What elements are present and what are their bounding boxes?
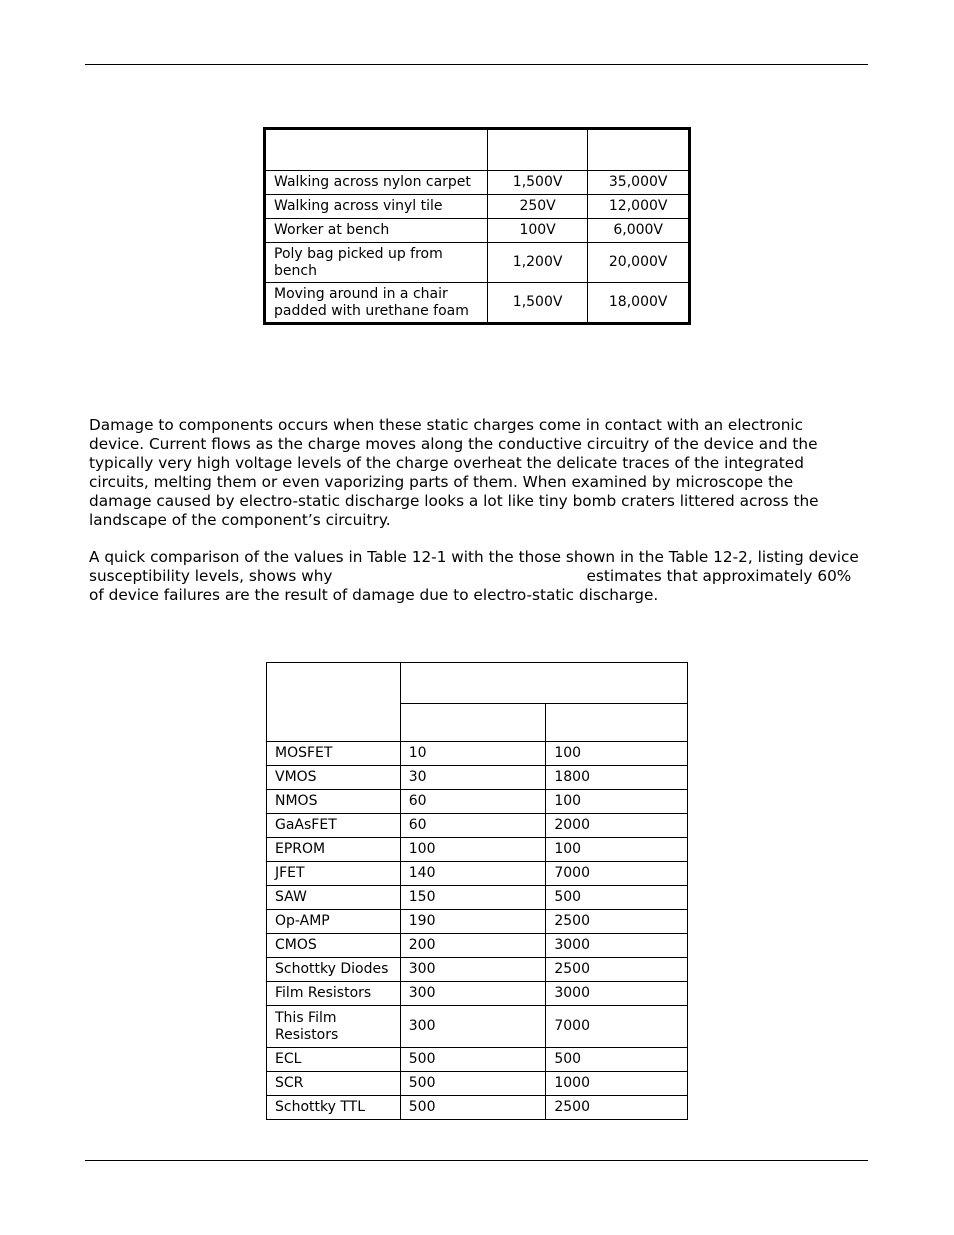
max-voltage-cell: 7000 (546, 1006, 688, 1048)
max-voltage-cell: 7000 (546, 862, 688, 886)
table-row (267, 934, 688, 958)
max-voltage-cell: 2000 (546, 814, 688, 838)
device-cell: This Film Resistors (267, 1006, 401, 1048)
table-row (267, 790, 688, 814)
max-voltage-cell: 1000 (546, 1072, 688, 1096)
footer-rule (85, 1160, 868, 1161)
min-voltage-cell: 190 (400, 910, 546, 934)
table-row (265, 171, 690, 195)
table-row (267, 742, 688, 766)
min-voltage-cell: 300 (400, 982, 546, 1006)
device-cell: EPROM (267, 838, 401, 862)
table-row (267, 862, 688, 886)
activity-cell: Walking across vinyl tile (265, 195, 488, 219)
device-cell: GaAsFET (267, 814, 401, 838)
device-susceptibility-table (266, 662, 688, 1120)
low-humidity-cell: 1,200V (487, 243, 587, 283)
table-row (265, 283, 690, 324)
min-voltage-cell: 60 (400, 790, 546, 814)
device-cell: CMOS (267, 934, 401, 958)
paragraph-text: estimates that approximately 60% of device failures are the result of damage due to electro-static discharge. (89, 567, 852, 604)
max-voltage-cell: 3000 (546, 982, 688, 1006)
table-row (265, 243, 690, 283)
min-voltage-cell: 500 (400, 1096, 546, 1120)
table-row (267, 1048, 688, 1072)
header-cell (546, 704, 688, 742)
low-humidity-cell: 100V (487, 219, 587, 243)
header-cell (267, 663, 401, 742)
min-voltage-cell: 200 (400, 934, 546, 958)
table-row (267, 1072, 688, 1096)
table-row (265, 195, 690, 219)
device-cell: Op-AMP (267, 910, 401, 934)
header-cell (400, 663, 687, 704)
max-voltage-cell: 2500 (546, 910, 688, 934)
table-row (267, 982, 688, 1006)
min-voltage-cell: 140 (400, 862, 546, 886)
header-cell (588, 129, 690, 171)
min-voltage-cell: 60 (400, 814, 546, 838)
device-cell: Schottky Diodes (267, 958, 401, 982)
max-voltage-cell: 500 (546, 1048, 688, 1072)
table-row (267, 766, 688, 790)
max-voltage-cell: 2500 (546, 958, 688, 982)
low-humidity-cell: 250V (487, 195, 587, 219)
min-voltage-cell: 10 (400, 742, 546, 766)
table-row (267, 958, 688, 982)
max-voltage-cell: 100 (546, 742, 688, 766)
high-humidity-cell: 12,000V (588, 195, 690, 219)
device-cell: SAW (267, 886, 401, 910)
device-cell: JFET (267, 862, 401, 886)
max-voltage-cell: 100 (546, 838, 688, 862)
device-cell: ECL (267, 1048, 401, 1072)
device-cell: VMOS (267, 766, 401, 790)
activity-cell: Poly bag picked up from bench (265, 243, 488, 283)
table-row (267, 814, 688, 838)
high-humidity-cell: 6,000V (588, 219, 690, 243)
high-humidity-cell: 35,000V (588, 171, 690, 195)
device-cell: Film Resistors (267, 982, 401, 1006)
activity-cell: Worker at bench (265, 219, 488, 243)
table-header-row (265, 129, 690, 171)
device-cell: SCR (267, 1072, 401, 1096)
paragraph-text: A quick comparison of the values in Table 12-1 with the those shown in the Table 12-2, listing device susceptibility levels, shows why (89, 548, 859, 585)
header-rule (85, 64, 868, 65)
table-row (267, 838, 688, 862)
max-voltage-cell: 1800 (546, 766, 688, 790)
min-voltage-cell: 100 (400, 838, 546, 862)
body-paragraph: Damage to components occurs when these static charges come in contact with an electronic device. Current flows as the charge moves along the conductive circuitry of the device and the typically very high voltage levels of the charge overheat the delicate traces of the integrated circuits, melting them or even vaporizing parts of them. When examined by microscope the damage caused by electro-static discharge looks a lot like tiny bomb craters littered across the landscape of the component’s circuitry. (89, 416, 819, 529)
device-cell: MOSFET (267, 742, 401, 766)
min-voltage-cell: 300 (400, 958, 546, 982)
activity-cell: Moving around in a chair padded with urethane foam (265, 283, 488, 324)
max-voltage-cell: 2500 (546, 1096, 688, 1120)
max-voltage-cell: 100 (546, 790, 688, 814)
table-row (265, 219, 690, 243)
max-voltage-cell: 500 (546, 886, 688, 910)
device-cell: NMOS (267, 790, 401, 814)
min-voltage-cell: 500 (400, 1048, 546, 1072)
static-voltage-table (263, 127, 691, 325)
min-voltage-cell: 150 (400, 886, 546, 910)
min-voltage-cell: 30 (400, 766, 546, 790)
table-row (267, 1006, 688, 1048)
header-cell (487, 129, 587, 171)
min-voltage-cell: 500 (400, 1072, 546, 1096)
table-row (267, 886, 688, 910)
low-humidity-cell: 1,500V (487, 171, 587, 195)
min-voltage-cell: 300 (400, 1006, 546, 1048)
high-humidity-cell: 20,000V (588, 243, 690, 283)
device-cell: Schottky TTL (267, 1096, 401, 1120)
body-paragraph (89, 548, 859, 605)
max-voltage-cell: 3000 (546, 934, 688, 958)
table-header-row (267, 663, 688, 704)
high-humidity-cell: 18,000V (588, 283, 690, 324)
low-humidity-cell: 1,500V (487, 283, 587, 324)
table-row (267, 910, 688, 934)
activity-cell: Walking across nylon carpet (265, 171, 488, 195)
table-row (267, 1096, 688, 1120)
header-cell (400, 704, 546, 742)
header-cell (265, 129, 488, 171)
